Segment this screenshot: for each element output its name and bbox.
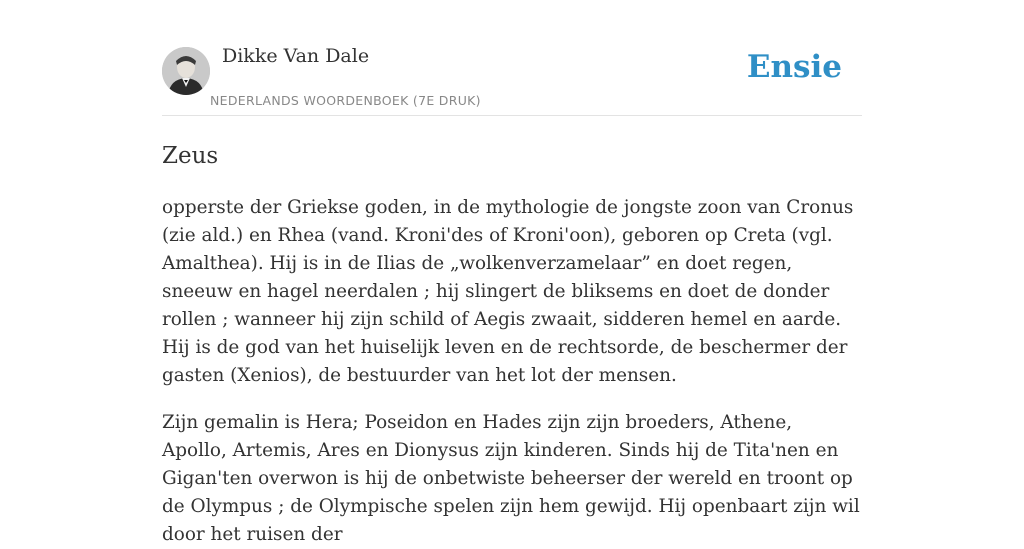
entry-title: Zeus [162, 143, 219, 169]
source-label[interactable]: NEDERLANDS WOORDENBOEK (7E DRUK) [210, 93, 481, 108]
author-name[interactable]: Dikke Van Dale [222, 45, 370, 67]
entry-paragraph: Zijn gemalin is Hera; Poseidon en Hades zijn zijn broeders, Athene, Apollo, Artemis, Ares en Dionysus zijn kinderen. Sinds hij de Tita'nen en Gigan'ten overwon is hij de onbetwiste beheerser der wereld en troont op de Olympus ; de Olympische spelen zijn hem gewijd. Hij openbaart zijn wil door het ruisen der [162, 412, 860, 545]
author-portrait-icon [162, 47, 210, 95]
brand-logo[interactable]: Ensie [746, 49, 842, 85]
entry-paragraph: opperste der Griekse goden, in de mythologie de jongste zoon van Cronus (zie ald.) en Rhea (vand. Kroni'des of Kroni'oon), geboren op Creta (vgl. Amalthea). Hij is in de Ilias de „wolkenverzamelaar” en doet regen, sneeuw en hagel neerdalen ; hij slingert de bliksems en doet de donder rollen ; wanneer hij zijn schild of Aegis zwaait, sidderen hemel en aarde. Hij is de god van het huiselijk leven en de rechtsorde, de beschermer der gasten (Xenios), de bestuurder van het lot der mensen. [162, 197, 854, 386]
page [162, 0, 862, 549]
header [162, 0, 862, 116]
author-avatar[interactable] [162, 47, 210, 95]
